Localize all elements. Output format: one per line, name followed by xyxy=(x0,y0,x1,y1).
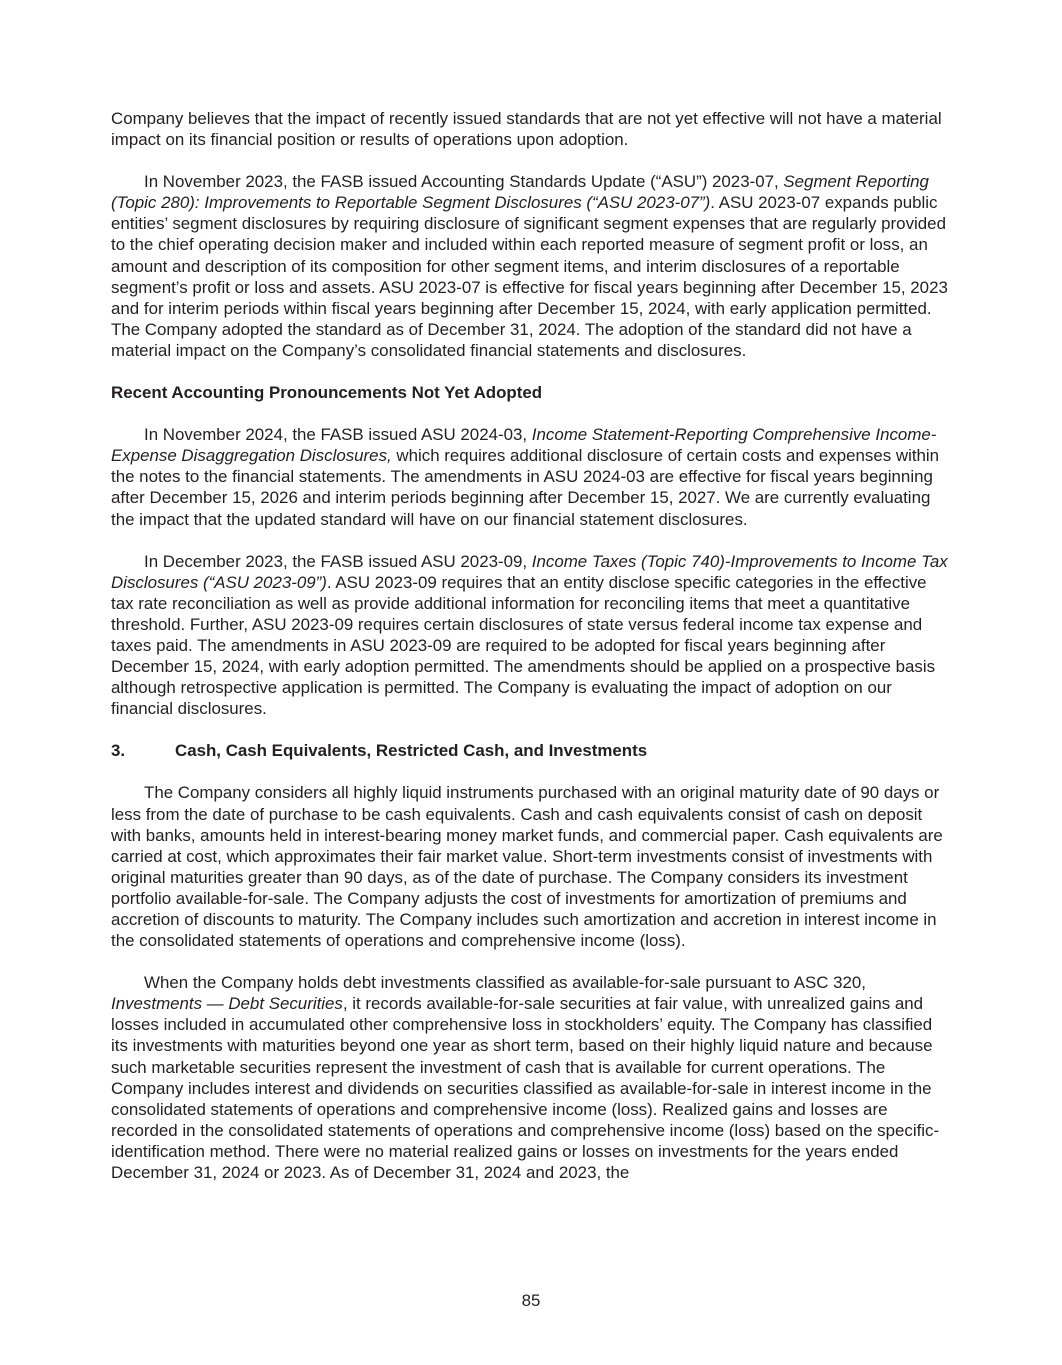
section-number: 3. xyxy=(111,741,126,761)
paragraph-intro: Company believes that the impact of recently issued standards that are not yet effective will not have a material impact on its financial position or results of operations upon adoption. xyxy=(111,109,942,150)
paragraph-asu-2023-07 xyxy=(111,171,951,361)
section-heading-3 xyxy=(111,740,951,761)
paragraph-lead: When the Company holds debt investments classified as available-for-sale pursuant to ASC 320, xyxy=(144,973,866,993)
page-number: 85 xyxy=(521,1291,541,1310)
paragraph-lead: In November 2024, the FASB issued ASU 2024-03, xyxy=(144,425,532,445)
paragraph-lead: In November 2023, the FASB issued Accounting Standards Update (“ASU”) 2023-07, xyxy=(144,172,784,192)
paragraph-body: . ASU 2023-07 expands public entities’ segment disclosures by requiring disclosure of significant segment expenses that are regularly provided to the chief operating decision maker and included within each reported measure of segment profit or loss, an amount and description of its composition for other segment items, and interim disclosures of a reportable segment’s profit or loss and assets. ASU 2023-07 is effective for fiscal years beginning after December 15, 2023 and for interim periods within fiscal years beginning after December 15, 2024, with early application permitted. The Company adopted the standard as of December 31, 2024. The adoption of the standard did not have a material impact on the Company’s consolidated financial statements and disclosures. xyxy=(111,193,948,360)
paragraph-body: , it records available-for-sale securities at fair value, with unrealized gains and losses included in accumulated other comprehensive loss in stockholders’ equity. The Company has classified its investments with maturities beyond one year as short term, based on their highly liquid nature and because such marketable securities represent the investment of cash that is available for current operations. The Company includes interest and dividends on securities classified as available-for-sale in interest income in the consolidated statements of operations and comprehensive income (loss). Realized gains and losses are recorded in the consolidated statements of operations and comprehensive income (loss) based on the specific-identification method. There were no material realized gains or losses on investments for the years ended December 31, 2024 or 2023. As of December 31, 2024 and 2023, the xyxy=(111,994,940,1183)
section-heading-not-yet-adopted: Recent Accounting Pronouncements Not Yet Adopted xyxy=(111,383,543,403)
paragraph-body: which requires additional disclosure of certain costs and expenses within the notes to the financial statements. The amendments in ASU 2024-03 are effective for fiscal years beginning after December 15, 2026 and interim periods beginning after December 15, 2027. We are currently evaluating the impact that the updated standard will have on our financial statement disclosures. xyxy=(111,446,940,529)
paragraph-body: . ASU 2023-09 requires that an entity disclose specific categories in the effective tax rate reconciliation as well as provide additional information for reconciling items that meet a quantitative threshold. Further, ASU 2023-09 requires certain disclosures of state versus federal income tax expense and taxes paid. The amendments in ASU 2023-09 are required to be adopted for fiscal years beginning after December 15, 2024, with early adoption permitted. The amendments should be applied on a prospective basis although retrospective application is permitted. The Company is evaluating the impact of adoption on our financial disclosures. xyxy=(111,572,936,719)
paragraph-debt-investments xyxy=(111,972,951,1183)
standard-title: Segment Reporting (Topic 280): Improvements to Reportable Segment Disclosures (“ASU 2023-07”) xyxy=(111,172,929,213)
paragraph-asu-2023-09 xyxy=(111,551,951,720)
standard-title: Income Statement-Reporting Comprehensive Income-Expense Disaggregation Disclosures, xyxy=(111,425,937,466)
paragraph-cash-equivalents: The Company considers all highly liquid instruments purchased with an original maturity date of 90 days or less from the date of purchase to be cash equivalents. Cash and cash equivalents consist of cash on deposit with banks, amounts held in interest-bearing money market funds, and commercial paper. Cash equivalents are carried at cost, which approximates their fair market value. Short-term investments consist of investments with original maturities greater than 90 days, as of the date of purchase. The Company considers its investment portfolio available-for-sale. The Company adjusts the cost of investments for amortization of premiums and accretion of discounts to maturity. The Company includes such amortization and accretion in interest income in the consolidated statements of operations and comprehensive income (loss). xyxy=(111,783,943,951)
section-title: Cash, Cash Equivalents, Restricted Cash, and Investments xyxy=(175,741,648,761)
paragraph-lead: In December 2023, the FASB issued ASU 2023-09, xyxy=(144,551,532,571)
document-page xyxy=(111,108,951,1204)
standard-title: Investments — Debt Securities xyxy=(111,994,343,1014)
standard-title: Income Taxes (Topic 740)-Improvements to Income Tax Disclosures (“ASU 2023-09”) xyxy=(111,551,948,592)
paragraph-asu-2024-03 xyxy=(111,424,951,529)
